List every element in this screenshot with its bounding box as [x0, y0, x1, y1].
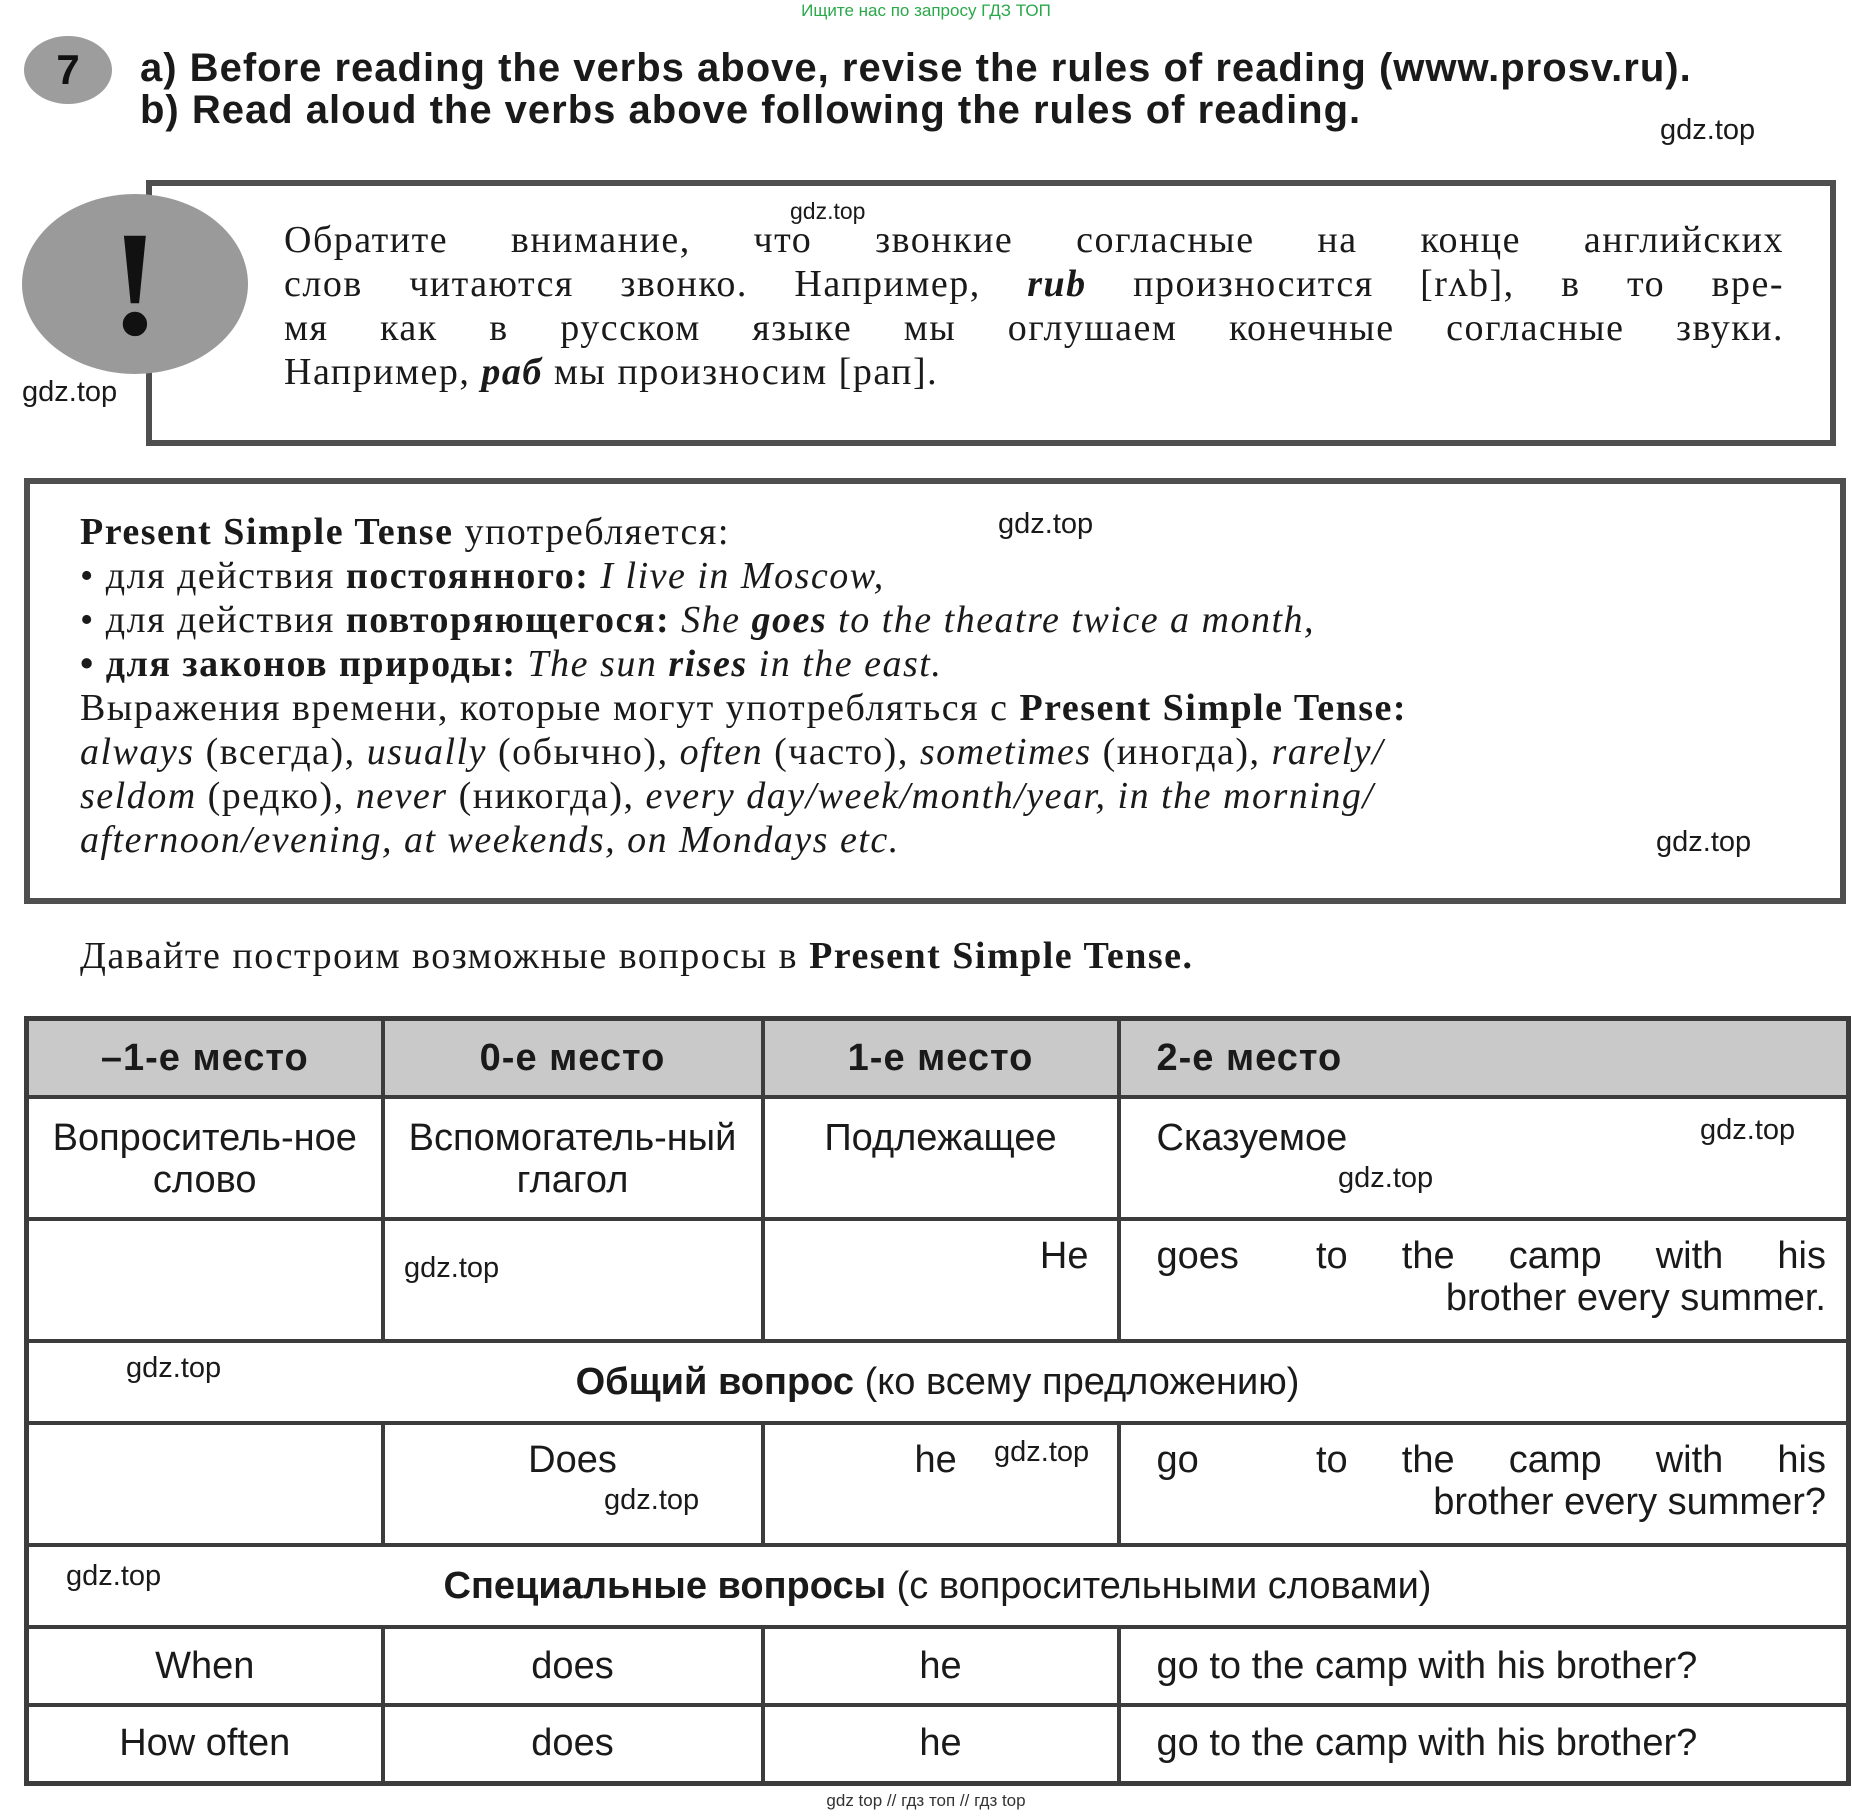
role-question-word: Вопроситель-ное слово: [27, 1097, 383, 1219]
special-questions-section: [27, 1545, 1849, 1627]
special-qword: How often: [27, 1705, 383, 1783]
statement-predicate: [1119, 1219, 1849, 1341]
special-predicate: go to the camp with his brother?: [1119, 1705, 1849, 1783]
special-predicate: go to the camp with his brother?: [1119, 1627, 1849, 1705]
general-rest-1: to the camp with his: [1316, 1439, 1826, 1481]
top-banner: Ищите нас по запросу ГДЗ ТОП: [801, 1, 1051, 20]
header-1: 1-е место: [763, 1019, 1119, 1098]
rule-bullet-3: • для законов природы: The sun rises in the east.: [80, 643, 943, 685]
table-row-special-question: [27, 1705, 1849, 1783]
table-row-statement: [27, 1219, 1849, 1341]
bottom-banner: gdz top // гдз топ // гдз top: [826, 1791, 1026, 1810]
special-subject: he: [763, 1705, 1119, 1783]
header-0: 0-е место: [383, 1019, 763, 1098]
rule-expressions-line-1: always (всегда), usually (обычно), often (часто), sometimes (иногда), rarely/: [80, 731, 1385, 773]
rule-expressions-line-2: seldom (редко), never (никогда), every day/week/month/year, in the morning/: [80, 775, 1375, 817]
role-predicate: Сказуемое: [1119, 1097, 1849, 1219]
general-subject: he: [763, 1423, 1119, 1545]
table-row-roles: [27, 1097, 1849, 1219]
note-text: [284, 218, 1784, 394]
watermark: gdz.top: [604, 1484, 700, 1516]
watermark: gdz.top: [994, 1436, 1090, 1468]
watermark: gdz.top: [126, 1352, 222, 1384]
rule-title: Present Simple Tense употребляется:: [80, 511, 730, 553]
rule-expressions-line-3: afternoon/evening, at weekends, on Mondays etc.: [80, 819, 900, 861]
table-row-general-question: [27, 1423, 1849, 1545]
general-question-title: Общий вопрос (ко всему предложению): [27, 1341, 1849, 1423]
rule-bullet-2: • для действия повторяющегося: She goes to the theatre twice a month,: [80, 599, 1316, 641]
role-auxiliary-verb: Вспомогатель-ный глагол: [383, 1097, 763, 1219]
special-aux: does: [383, 1627, 763, 1705]
exercise-number-badge: 7: [24, 36, 112, 104]
watermark: gdz.top: [1700, 1114, 1796, 1146]
table-header-row: [27, 1019, 1849, 1098]
statement-qword-cell: [27, 1219, 383, 1341]
watermark: gdz.top: [66, 1560, 162, 1592]
task-a: a) Before reading the verbs above, revise the rules of reading (www.prosv.ru).: [140, 46, 1692, 90]
table-intro: Давайте построим возможные вопросы в Present Simple Tense.: [80, 935, 1194, 977]
exclamation-mark: !: [110, 201, 160, 367]
sentence-structure-table: [24, 1016, 1851, 1786]
general-qword-cell: [27, 1423, 383, 1545]
task-b: b) Read aloud the verbs above following the rules of reading.: [140, 88, 1362, 132]
note-line-1: Обратите внимание, что звонкие согласные на конце английских: [284, 219, 1784, 261]
rule-bullet-1: • для действия постоянного: I live in Moscow,: [80, 555, 885, 597]
special-aux: does: [383, 1705, 763, 1783]
note-line-2: слов читаются звонко. Например, rub произносится [rʌb], в то вре-: [284, 263, 1784, 305]
general-verb: go: [1156, 1439, 1199, 1481]
watermark: gdz.top: [1660, 114, 1756, 146]
note-line-3: мя как в русском языке мы оглушаем конечные согласные звуки.: [284, 307, 1784, 349]
general-aux: Does: [383, 1423, 763, 1545]
role-subject: Подлежащее: [763, 1097, 1119, 1219]
statement-rest-1: to the camp with his: [1316, 1235, 1826, 1277]
special-qword: When: [27, 1627, 383, 1705]
general-question-section: [27, 1341, 1849, 1423]
watermark: gdz.top: [790, 198, 866, 224]
special-questions-title: Специальные вопросы (с вопросительными словами): [27, 1545, 1849, 1627]
header-minus-1: –1-е место: [27, 1019, 383, 1098]
watermark: gdz.top: [22, 376, 118, 408]
watermark: gdz.top: [404, 1252, 500, 1284]
table-row-special-question: [27, 1627, 1849, 1705]
watermark: gdz.top: [1338, 1162, 1434, 1194]
statement-rest-2: brother every summer.: [1445, 1277, 1826, 1319]
note-line-4: Например, раб мы произносим [рап].: [284, 351, 939, 393]
watermark: gdz.top: [998, 508, 1094, 540]
watermark: gdz.top: [1656, 826, 1752, 858]
general-predicate: [1119, 1423, 1849, 1545]
header-2: 2-е место: [1119, 1019, 1849, 1098]
general-rest-2: brother every summer?: [1433, 1481, 1826, 1523]
rule-text: [80, 510, 1820, 862]
exclamation-icon: [22, 194, 248, 374]
statement-verb: goes: [1156, 1235, 1239, 1277]
statement-subject: He: [763, 1219, 1119, 1341]
special-subject: he: [763, 1627, 1119, 1705]
rule-expressions-heading: Выражения времени, которые могут употребляться с Present Simple Tense:: [80, 687, 1408, 729]
